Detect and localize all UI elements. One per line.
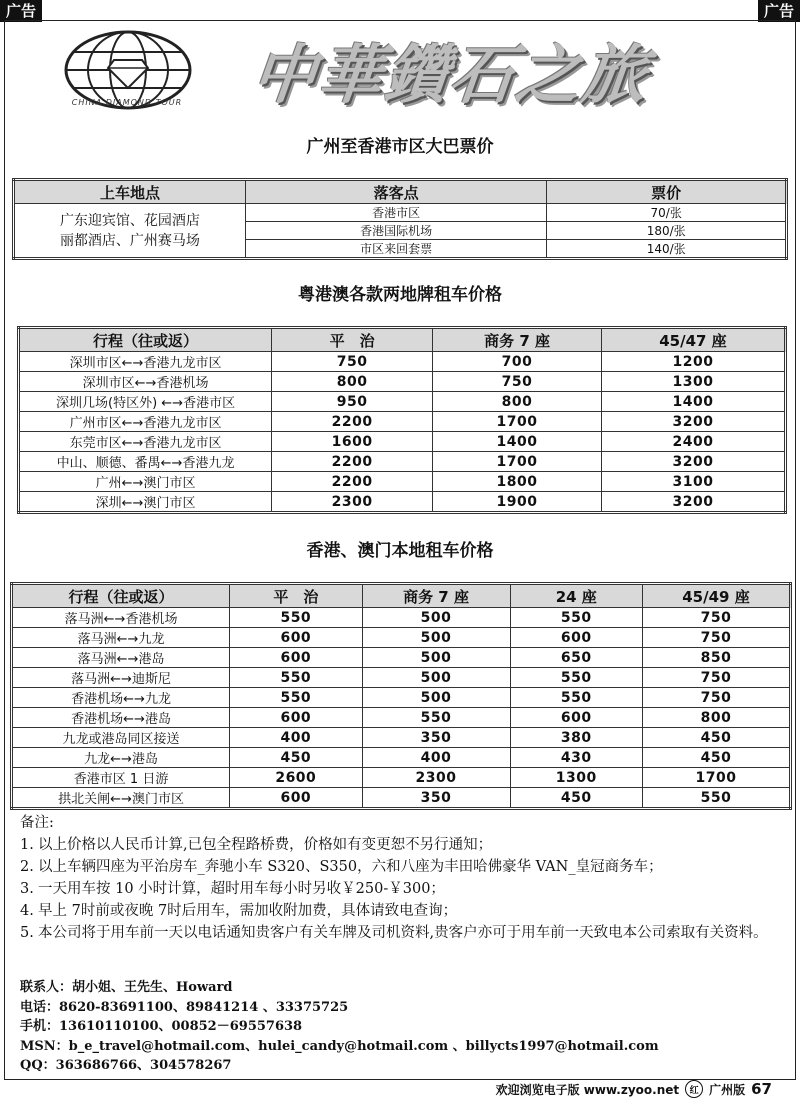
price-cell: 1400 <box>601 392 785 412</box>
note-item <box>20 922 790 944</box>
table-row <box>19 352 786 372</box>
notes-header: 备注: <box>20 815 54 831</box>
price-cell: 450 <box>642 728 790 748</box>
pickup-cell <box>14 204 246 259</box>
logo-caption: CHINA DIAMOND TOUR <box>71 98 183 107</box>
table-row <box>19 452 786 472</box>
price-cell: 1700 <box>433 452 602 472</box>
section-title-cross-border: 粤港澳各款两地牌租车价格 <box>298 285 502 305</box>
price-cell: 750 <box>642 688 790 708</box>
price-cell: 750 <box>642 668 790 688</box>
price-cell: 550 <box>510 668 642 688</box>
price-cell: 750 <box>642 628 790 648</box>
col-header: 行程（往或返） <box>19 328 272 352</box>
col-header: 45/47 座 <box>601 328 785 352</box>
col-header: 落客点 <box>245 180 546 204</box>
price-cell: 550 <box>510 688 642 708</box>
route-cell: 落马洲←→迪斯尼 <box>12 668 230 688</box>
price-cell: 550 <box>230 608 362 628</box>
price-cell: 2600 <box>230 768 362 788</box>
dest-cell: 市区来回套票 <box>245 240 546 259</box>
table-row <box>14 204 787 222</box>
price-cell: 600 <box>230 788 362 809</box>
route-cell: 广州市区←→香港九龙市区 <box>19 412 272 432</box>
route-cell: 九龙或港岛同区接送 <box>12 728 230 748</box>
table-row <box>12 748 791 768</box>
col-header: 上车地点 <box>14 180 246 204</box>
price-cell: 1700 <box>642 768 790 788</box>
route-cell: 香港市区 1 日游 <box>12 768 230 788</box>
route-cell: 九龙←→港岛 <box>12 748 230 768</box>
price-cell: 1900 <box>433 492 602 513</box>
price-cell: 600 <box>230 708 362 728</box>
price-cell: 2200 <box>272 452 433 472</box>
table-row <box>12 728 791 748</box>
ad-label-left: 广告 <box>0 0 42 22</box>
price-cell: 2300 <box>362 768 510 788</box>
price-cell: 500 <box>362 608 510 628</box>
price-cell: 600 <box>510 708 642 728</box>
price-cell: 550 <box>510 608 642 628</box>
price-cell: 450 <box>230 748 362 768</box>
col-header: 商务 7 座 <box>362 584 510 608</box>
table-row <box>12 688 791 708</box>
price-cell: 70/张 <box>547 204 787 222</box>
note-number: 4. <box>20 903 34 919</box>
price-cell: 1800 <box>433 472 602 492</box>
table-row <box>12 628 791 648</box>
price-cell: 550 <box>230 688 362 708</box>
note-text: 本公司将于用车前一天以电话通知贵客户有关车牌及司机资料,贵客户亦可于用车前一天致电本公司索取有关资料。 <box>38 925 768 941</box>
price-cell: 550 <box>362 708 510 728</box>
contact-persons: 联系人：胡小姐、王先生、Howard <box>20 980 233 995</box>
note-item <box>20 900 790 922</box>
note-text: 以上价格以人民币计算,已包全程路桥费，价格如有变更恕不另行通知； <box>38 837 493 853</box>
route-cell: 深圳市区←→香港九龙市区 <box>19 352 272 372</box>
price-cell: 800 <box>642 708 790 728</box>
route-cell: 深圳几场(特区外) ←→香港市区 <box>19 392 272 412</box>
publisher-logo-icon: 红 <box>685 1080 703 1098</box>
price-cell: 2200 <box>272 472 433 492</box>
price-cell: 750 <box>433 372 602 392</box>
table-row <box>19 372 786 392</box>
price-cell: 180/张 <box>547 222 787 240</box>
route-cell: 中山、顺德、番禺←→香港九龙 <box>19 452 272 472</box>
price-cell: 800 <box>272 372 433 392</box>
price-cell: 600 <box>230 648 362 668</box>
brand-title: 中華鑽石之旅 <box>248 39 652 113</box>
dest-cell: 香港市区 <box>245 204 546 222</box>
col-header: 行程（往或返） <box>12 584 230 608</box>
price-cell: 750 <box>642 608 790 628</box>
note-text: 早上 7时前或夜晚 7时后用车，需加收附加费，具体请致电查询； <box>38 903 458 919</box>
contact-msn: MSN：b_e_travel@hotmail.com、hulei_candy@hotmail.com 、billycts1997@hotmail.com <box>20 1038 659 1054</box>
col-header: 平 治 <box>230 584 362 608</box>
pickup-line: 丽都酒店、广州赛马场 <box>59 232 200 249</box>
price-cell: 550 <box>642 788 790 809</box>
contact-qq: QQ：363686766、304578267 <box>20 1058 232 1073</box>
footer-edition: 广州版 <box>709 1082 746 1097</box>
local-rental-table <box>10 582 792 810</box>
price-cell: 500 <box>362 648 510 668</box>
page-number: 67 <box>751 1080 772 1098</box>
route-cell: 拱北关闸←→澳门市区 <box>12 788 230 809</box>
note-number: 3. <box>20 881 34 897</box>
price-cell: 400 <box>362 748 510 768</box>
note-item <box>20 834 790 856</box>
note-item <box>20 856 790 878</box>
price-cell: 1400 <box>433 432 602 452</box>
col-header: 票价 <box>547 180 787 204</box>
table-header-row <box>14 180 787 204</box>
dest-cell: 香港国际机场 <box>245 222 546 240</box>
table-header-row <box>12 584 791 608</box>
price-cell: 2400 <box>601 432 785 452</box>
price-cell: 1300 <box>601 372 785 392</box>
price-cell: 3200 <box>601 452 785 472</box>
col-header: 45/49 座 <box>642 584 790 608</box>
price-cell: 2200 <box>272 412 433 432</box>
col-header: 商务 7 座 <box>433 328 602 352</box>
contact-section <box>20 978 790 1076</box>
table-row <box>19 472 786 492</box>
table-row <box>12 648 791 668</box>
price-cell: 1700 <box>433 412 602 432</box>
note-item <box>20 878 790 900</box>
note-number: 1. <box>20 837 34 853</box>
price-cell: 600 <box>510 628 642 648</box>
price-cell: 600 <box>230 628 362 648</box>
price-cell: 650 <box>510 648 642 668</box>
route-cell: 香港机场←→港岛 <box>12 708 230 728</box>
note-number: 2. <box>20 859 34 875</box>
price-cell: 380 <box>510 728 642 748</box>
pickup-line: 广东迎宾馆、花园酒店 <box>59 212 200 229</box>
price-cell: 750 <box>272 352 433 372</box>
price-cell: 3200 <box>601 412 785 432</box>
table-row <box>12 708 791 728</box>
table-row <box>12 668 791 688</box>
note-number: 5. <box>20 925 34 941</box>
price-cell: 1600 <box>272 432 433 452</box>
price-cell: 550 <box>230 668 362 688</box>
table-row <box>12 788 791 809</box>
route-cell: 落马洲←→九龙 <box>12 628 230 648</box>
price-cell: 500 <box>362 688 510 708</box>
route-cell: 落马洲←→香港机场 <box>12 608 230 628</box>
route-cell: 深圳市区←→香港机场 <box>19 372 272 392</box>
price-cell: 450 <box>642 748 790 768</box>
price-cell: 3200 <box>601 492 785 513</box>
route-cell: 东莞市区←→香港九龙市区 <box>19 432 272 452</box>
price-cell: 2300 <box>272 492 433 513</box>
price-cell: 950 <box>272 392 433 412</box>
price-cell: 140/张 <box>547 240 787 259</box>
table-row <box>12 768 791 788</box>
price-cell: 350 <box>362 788 510 809</box>
price-cell: 850 <box>642 648 790 668</box>
route-cell: 广州←→澳门市区 <box>19 472 272 492</box>
section-title-local: 香港、澳门本地租车价格 <box>306 541 494 561</box>
table-row <box>19 492 786 513</box>
ad-label-right: 广告 <box>758 0 800 22</box>
price-cell: 1200 <box>601 352 785 372</box>
cross-border-rental-table <box>17 326 787 514</box>
table-row <box>19 392 786 412</box>
note-text: 一天用车按 10 小时计算，超时用车每小时另收￥250-￥300； <box>38 881 445 897</box>
col-header: 平 治 <box>272 328 433 352</box>
price-cell: 800 <box>433 392 602 412</box>
route-cell: 落马洲←→港岛 <box>12 648 230 668</box>
route-cell: 香港机场←→九龙 <box>12 688 230 708</box>
price-cell: 450 <box>510 788 642 809</box>
section-title-bus: 广州至香港市区大巴票价 <box>306 137 494 157</box>
price-cell: 500 <box>362 628 510 648</box>
note-text: 以上车辆四座为平治房车_奔驰小车 S320、S350，六和八座为丰田哈佛豪华 VAN_皇冠商务车； <box>38 859 663 875</box>
contact-phone: 电话：8620-83691100、89841214 、33375725 <box>20 999 349 1015</box>
contact-mobile: 手机：13610110100、00852－69557638 <box>20 1019 303 1034</box>
price-cell: 430 <box>510 748 642 768</box>
table-row <box>12 608 791 628</box>
page-footer <box>496 1080 772 1098</box>
price-cell: 350 <box>362 728 510 748</box>
route-cell: 深圳←→澳门市区 <box>19 492 272 513</box>
bus-fare-table <box>12 178 788 260</box>
price-cell: 1300 <box>510 768 642 788</box>
footer-text: 欢迎浏览电子版 www.zyoo.net <box>495 1082 680 1097</box>
price-cell: 500 <box>362 668 510 688</box>
price-cell: 400 <box>230 728 362 748</box>
price-cell: 3100 <box>601 472 785 492</box>
table-row <box>19 432 786 452</box>
notes-section <box>20 812 790 944</box>
price-cell: 700 <box>433 352 602 372</box>
table-row <box>19 412 786 432</box>
table-header-row <box>19 328 786 352</box>
col-header: 24 座 <box>510 584 642 608</box>
